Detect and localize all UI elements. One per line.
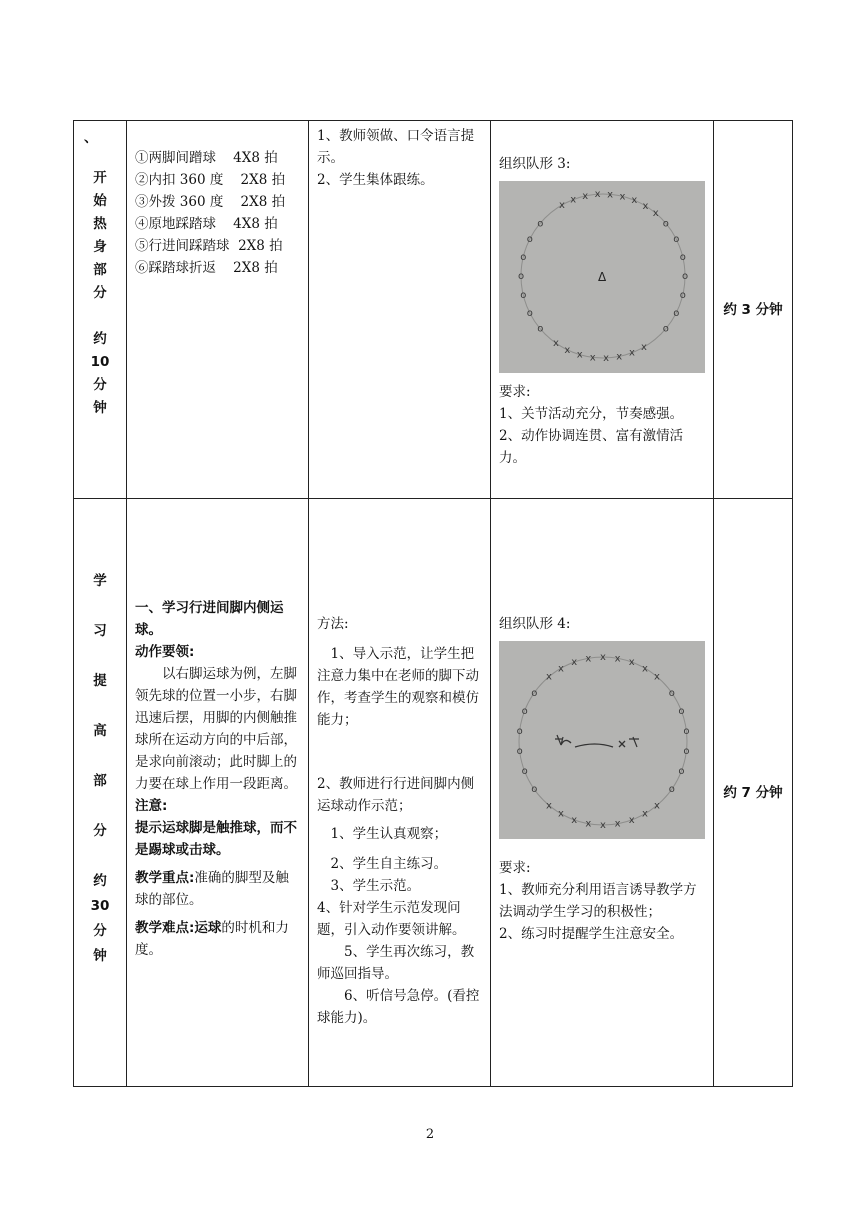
student-mark: x — [628, 814, 635, 826]
student-mark: x — [642, 663, 648, 675]
student-mark: o — [521, 705, 528, 717]
student-mark: x — [600, 652, 606, 663]
vertical-char: 提 — [93, 673, 107, 689]
student-mark: x — [614, 818, 621, 830]
section-vertical-text — [74, 569, 126, 969]
vertical-char — [74, 694, 126, 719]
student-mark: x — [589, 352, 596, 364]
student-mark: o — [683, 725, 690, 737]
student-mark: o — [526, 234, 533, 246]
formation-photo-4 — [499, 641, 705, 839]
student-mark: x — [600, 820, 606, 831]
student-mark: o — [668, 687, 675, 699]
student-mark: x — [585, 653, 592, 665]
vertical-char: 30 — [90, 898, 110, 914]
student-mark: o — [678, 705, 685, 717]
table-row-learning — [74, 499, 793, 1087]
student-mark: o — [537, 323, 544, 335]
vertical-char: 热 — [93, 216, 107, 232]
student-mark: x — [614, 653, 621, 665]
difficulty-bold: 运球 — [194, 920, 222, 936]
vertical-char: 约 — [93, 331, 107, 347]
student-mark: x — [619, 191, 626, 203]
key-label: 教学重点: — [135, 870, 195, 886]
student-mark: o — [662, 323, 669, 335]
formation-title: 组织队形 3: — [499, 156, 571, 172]
method-step-1: 1、学生认真观察； — [330, 826, 448, 842]
vertical-char — [74, 644, 126, 669]
warmup-item: ④原地踩踏球 4X8 拍 — [135, 216, 278, 232]
requirement-2: 2、动作协调连贯、富有激情活力。 — [499, 428, 684, 466]
warmup-item: ⑤行进间踩踏球 2X8 拍 — [135, 238, 283, 254]
vertical-char: 钟 — [93, 400, 107, 416]
vertical-char — [74, 844, 126, 869]
student-mark: x — [642, 808, 648, 820]
vertical-char — [74, 794, 126, 819]
method-step-2: 2、学生自主练习。 — [330, 856, 448, 872]
learning-content-cell — [127, 499, 309, 1087]
key-text: 准确的脚型及触球的部位。 — [135, 870, 289, 908]
student-mark: o — [520, 289, 527, 301]
student-mark: o — [679, 252, 686, 264]
list-mark: 、 — [84, 130, 98, 146]
student-mark: x — [582, 190, 589, 202]
vertical-char: 身 — [93, 239, 107, 255]
vertical-char — [74, 594, 126, 619]
warmup-organization-cell — [491, 121, 714, 499]
student-mark: x — [641, 342, 647, 353]
student-mark: x — [559, 200, 565, 211]
formation-photo-3 — [499, 181, 705, 373]
student-mark: o — [531, 687, 538, 699]
vertical-char: 高 — [93, 723, 107, 739]
method-step-6: 6、听信号急停。(看控球能力)。 — [317, 988, 480, 1026]
method-demo: 2、教师进行行进间脚内侧运球动作示范； — [317, 776, 475, 814]
method-step-5: 5、学生再次练习，教师巡回指导。 — [317, 944, 475, 982]
time-warmup: 约 3 分钟 — [714, 121, 793, 499]
section-label-warmup — [74, 121, 127, 499]
table-row-warmup — [74, 121, 793, 499]
student-mark: o — [682, 271, 689, 282]
vertical-char: 部 — [93, 773, 107, 789]
warmup-method-text — [309, 121, 490, 191]
essentials-label: 动作要领: — [135, 644, 195, 660]
vertical-char: 钟 — [93, 948, 107, 964]
student-mark: x — [546, 800, 552, 812]
student-mark: x — [564, 344, 571, 356]
student-mark: x — [654, 671, 660, 683]
student-mark: o — [673, 307, 680, 319]
vertical-char: 分 — [93, 923, 107, 939]
student-mark: x — [585, 818, 592, 830]
requirements-title: 要求: — [499, 384, 531, 400]
section-label-learning — [74, 499, 127, 1087]
warmup-item: ③外拨 360 度 2X8 拍 — [135, 194, 286, 210]
student-mark: x — [642, 200, 649, 212]
warmup-item: ⑥踩踏球折返 2X8 拍 — [135, 260, 278, 276]
vertical-char: 学 — [93, 573, 107, 589]
warmup-item-list — [127, 121, 308, 279]
vertical-char: 分 — [93, 377, 107, 393]
time-learning: 约 7 分钟 — [714, 499, 793, 1087]
method-intro: 1、导入示范，让学生把注意力集中在老师的脚下动作，考查学生的观察和模仿能力； — [317, 646, 479, 728]
circle-formation-sketch-icon — [499, 181, 705, 373]
student-mark: x — [616, 351, 623, 363]
requirements-title: 要求: — [499, 860, 531, 876]
student-mark: o — [516, 746, 523, 758]
difficulty-text: 的时机和力度。 — [135, 920, 289, 958]
learning-organization-cell — [491, 499, 714, 1087]
lesson-plan-table — [73, 120, 793, 1087]
student-mark: x — [576, 349, 583, 361]
student-mark: o — [662, 218, 669, 230]
method-step-4: 4、针对学生示范发现问题，引入动作要领讲解。 — [317, 900, 466, 938]
method-label: 方法: — [317, 616, 349, 632]
student-mark: o — [668, 784, 675, 796]
vertical-char: 分 — [93, 285, 107, 301]
vertical-char: 约 — [93, 873, 107, 889]
student-mark: x — [570, 194, 577, 206]
student-mark: x — [571, 814, 578, 826]
warmup-item: ①两脚间蹭球 4X8 拍 — [135, 150, 278, 166]
student-mark: x — [652, 208, 659, 220]
note-text: 提示运球脚是触推球，而不是踢球或击球。 — [135, 820, 297, 858]
method-step-3: 3、学生示范。 — [330, 878, 421, 894]
warmup-method-line: 2、学生集体跟练。 — [317, 172, 434, 188]
student-mark: x — [546, 671, 552, 683]
student-mark: x — [553, 338, 559, 350]
student-mark: x — [558, 663, 564, 675]
vertical-char: 开 — [93, 170, 107, 186]
student-mark: x — [603, 352, 610, 364]
warmup-method-line: 1、教师领做、口令语言提示。 — [317, 128, 475, 166]
vertical-char: 始 — [93, 193, 107, 209]
section-vertical-text — [74, 167, 126, 420]
warmup-method-cell — [309, 121, 491, 499]
student-mark: o — [673, 234, 680, 246]
student-mark: o — [521, 766, 528, 778]
student-mark: o — [518, 271, 525, 282]
requirement-1: 1、教师充分利用语言诱导教学方法调动学生学习的积极性； — [499, 882, 697, 920]
student-mark: x — [571, 657, 578, 669]
page-number: 2 — [425, 1127, 435, 1142]
dribble-formation-sketch-icon — [499, 641, 705, 839]
student-mark: o — [531, 784, 538, 796]
student-mark: x — [594, 189, 601, 201]
student-mark: x — [607, 189, 614, 201]
student-mark: o — [537, 218, 544, 230]
essentials-text: 以右脚运球为例，左脚领先球的位置一小步，右脚迅速后摆，用脚的内侧触推球所在运动方向的中后部，是求向前滚动；此时脚上的力要在球上作用一段距离。 — [135, 666, 297, 792]
student-mark: x — [654, 800, 660, 812]
student-mark: o — [516, 725, 523, 737]
student-mark: o — [683, 746, 690, 758]
vertical-char: 10 — [90, 354, 110, 370]
student-mark: x — [629, 347, 635, 359]
requirement-2: 2、练习时提醒学生注意安全。 — [499, 926, 684, 942]
student-mark: x — [631, 195, 638, 207]
student-mark: x — [628, 657, 635, 669]
vertical-char: 习 — [93, 623, 107, 639]
requirement-1: 1、关节活动充分，节奏感强。 — [499, 406, 684, 422]
student-mark: x — [558, 808, 564, 820]
vertical-char: 分 — [93, 823, 107, 839]
note-label: 注意: — [135, 798, 168, 814]
student-mark: o — [678, 766, 685, 778]
warmup-content-cell — [127, 121, 309, 499]
warmup-item: ②内扣 360 度 2X8 拍 — [135, 172, 286, 188]
formation-title: 组织队形 4: — [499, 616, 571, 632]
lesson-title: 一、学习行进间脚内侧运球。 — [135, 600, 284, 638]
vertical-char: 部 — [93, 262, 107, 278]
difficulty-label: 教学难点: — [135, 920, 195, 936]
learning-method-cell — [309, 499, 491, 1087]
student-mark: o — [520, 252, 527, 264]
vertical-char — [74, 744, 126, 769]
vertical-char — [74, 305, 126, 328]
teacher-symbol: Δ — [598, 270, 607, 284]
student-mark: o — [526, 307, 533, 319]
student-mark: o — [679, 289, 686, 301]
